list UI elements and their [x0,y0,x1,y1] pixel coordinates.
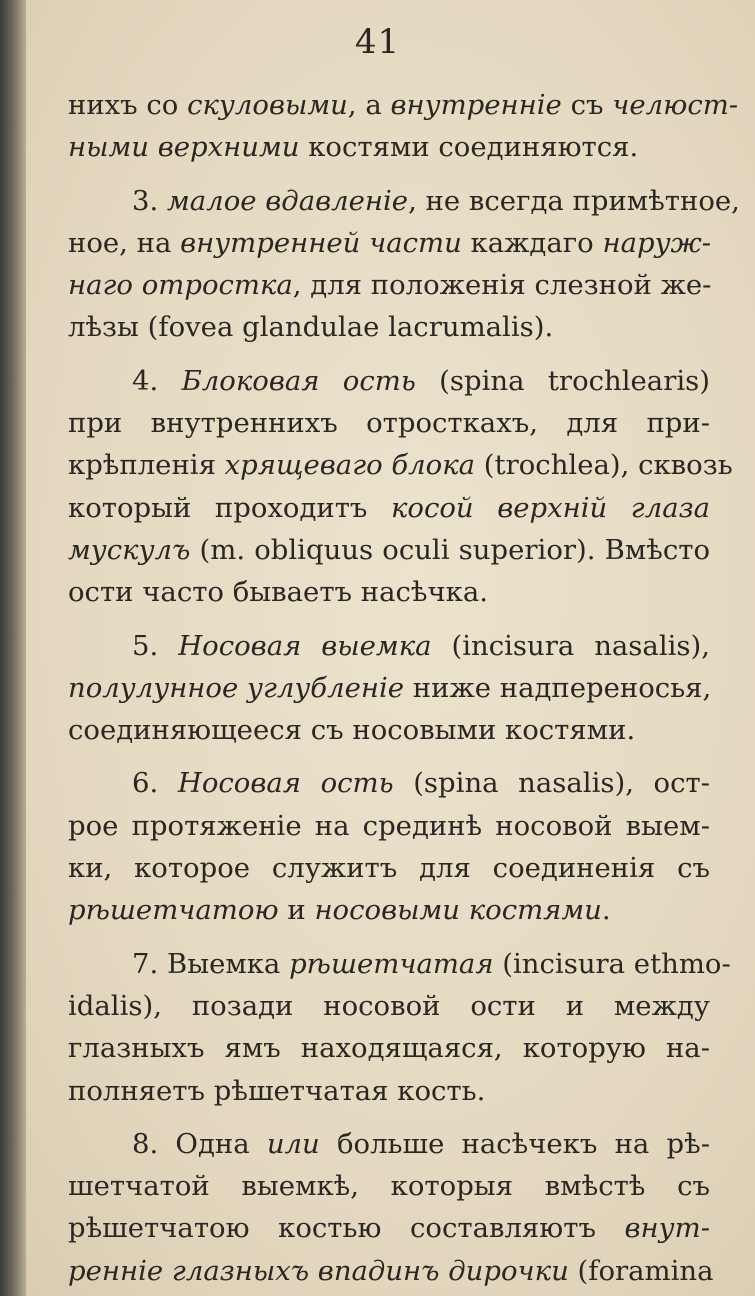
text-run: (incisura ethmo- [493,947,731,980]
text-run: больше насѣчекъ на рѣ- [319,1127,710,1160]
italic-term: наго отростка [68,269,293,302]
text-run: (incisura nasalis), [431,629,710,662]
text-line [68,444,733,486]
binding-gutter [0,0,26,1296]
italic-term: внутренніе [390,89,562,121]
text-run: idalis), позади носовой ости и между [68,989,710,1022]
italic-term: мускулъ [68,533,191,566]
text-run: и [278,894,315,927]
text-line [68,84,739,126]
italic-term: косой верхній глаза [391,491,710,524]
italic-term: хрящеваго блока [224,449,476,482]
text-run: 8. Одна [132,1127,267,1160]
text-run: лѣзы (fovea glandulae lacrumalis). [68,311,554,344]
text-line [68,571,710,613]
text-run: , не всегда примѣтное, [408,184,740,217]
italic-term: наруж- [602,226,712,259]
text-run: рѣшетчатою костью составляютъ [68,1212,625,1245]
text-run: 6. [132,767,178,800]
italic-term: челюст- [612,89,739,121]
text-line [68,1027,710,1069]
text-run: полняетъ рѣшетчатая кость. [68,1074,486,1107]
italic-term: скуловыми [187,89,348,121]
text-run: 7. Выемка [132,947,290,980]
text-run: который проходитъ [68,491,391,524]
text-line [68,487,710,529]
text-run: шетчатой выемкѣ, которыя вмѣстѣ съ [68,1170,710,1203]
text-line [68,529,710,571]
text-run: ки, которое служитъ для соединенія съ [68,852,710,885]
text-line [68,126,710,168]
italic-term: внутренней части [180,226,462,259]
italic-term: внут- [624,1212,710,1245]
text-line [68,1070,710,1112]
text-run: костями соединяются. [299,131,639,164]
text-run: , а [347,89,391,121]
text-line [68,1165,710,1207]
text-line [68,625,710,667]
text-line [68,889,710,931]
text-line [68,1123,710,1165]
text-line [68,1250,714,1292]
text-run: при внутреннихъ отросткахъ, для при- [68,407,710,440]
italic-term: рѣшетчатая [289,947,494,980]
text-run: рое протяженіе на срединѣ носовой выем- [68,809,710,842]
text-line [68,667,710,709]
text-run: 3. [132,184,167,217]
text-run: съ [561,89,613,121]
text-run: 5. [132,629,179,662]
text-run: ниже надпереносья, [404,671,712,704]
text-line [68,1207,710,1249]
italic-term: полулунное углубленіе [68,671,405,704]
italic-term: рѣшетчатою [68,894,279,927]
text-line [68,402,710,444]
text-line [68,943,731,985]
text-run: каждаго [461,226,603,259]
italic-term: или [266,1127,320,1160]
italic-term: Носовая ость [177,767,394,800]
text-run: крѣпленія [68,449,225,482]
text-run: глазныхъ ямъ находящаяся, которую на- [68,1032,710,1065]
italic-term: носовыми костями [314,894,602,927]
text-run: , для положенія слезной же- [292,269,712,302]
text-run: (foramina [568,1254,714,1287]
italic-term: малое вдавленіе [166,184,409,217]
text-line [68,847,710,889]
text-run: (spina nasalis), ост- [393,767,711,800]
text-run: ости часто бываетъ насѣчка. [68,576,488,609]
text-run: нихъ со [68,89,188,121]
text-run: (m. obliquus oculi superior). Вмѣсто [190,533,710,566]
page-number: 41 [354,22,401,62]
text-line [68,805,710,847]
text-run: ное, на [68,226,181,259]
italic-term: ренніе глазныхъ впадинъ дирочки [68,1254,569,1287]
text-line [68,222,710,264]
text-line [68,762,710,804]
text-line [68,360,710,402]
text-run: 4. [132,364,182,397]
text-run: (spina trochlearis) [415,364,710,397]
page-text [68,84,740,1292]
italic-term: ными верхними [68,131,300,164]
text-line [68,709,710,751]
text-run: (trochlea), сквозь [475,449,733,482]
text-line [68,985,710,1027]
text-line [68,180,740,222]
text-run: соединяющееся съ носовыми костями. [68,714,636,747]
italic-term: Носовая выемка [178,629,432,662]
text-line [68,264,710,306]
text-line [68,306,710,348]
text-run: . [601,894,611,927]
italic-term: Блоковая ость [181,364,416,397]
